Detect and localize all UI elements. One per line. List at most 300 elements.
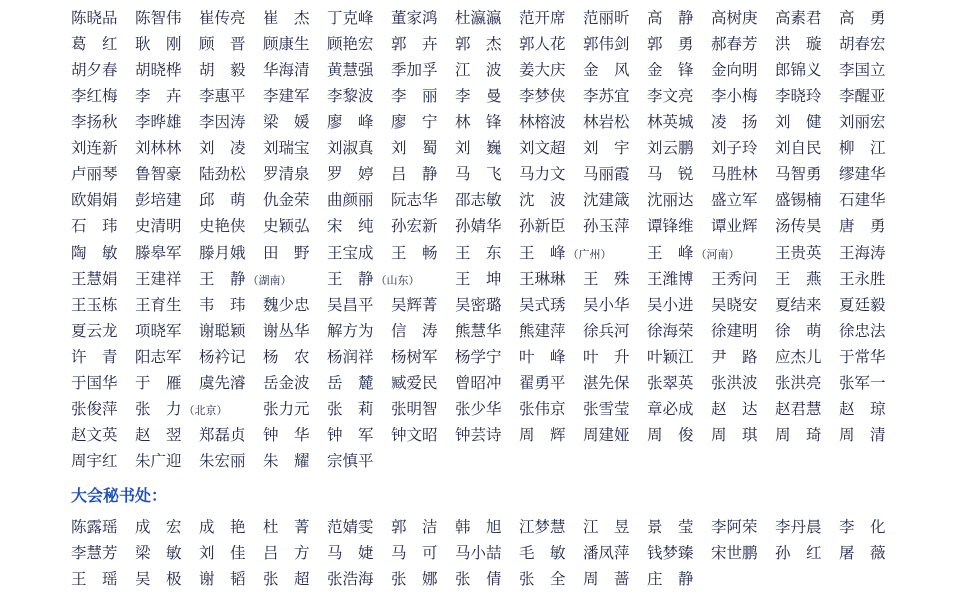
person-name <box>775 292 822 318</box>
person-name-text: 欧娟娟 <box>71 191 118 209</box>
person-name <box>135 292 182 318</box>
affiliation-note: （湖南） <box>247 274 292 287</box>
person-name-text: 李红梅 <box>71 87 118 105</box>
person-name <box>391 514 438 540</box>
person-name-text: 高 勇 <box>839 9 886 27</box>
person-name <box>519 240 612 268</box>
person-name <box>839 422 886 448</box>
person-name <box>135 370 182 396</box>
person-name-text: 郎锦义 <box>775 61 822 79</box>
person-name <box>647 31 694 57</box>
person-name <box>199 566 246 592</box>
person-name-text: 马 飞 <box>455 165 502 183</box>
person-name-text: 朱 耀 <box>263 452 310 470</box>
person-name <box>391 344 438 370</box>
person-name <box>455 540 502 566</box>
person-name <box>71 109 118 135</box>
affiliation-note: （广州） <box>567 248 612 261</box>
person-name <box>199 31 246 57</box>
person-name <box>711 5 758 31</box>
person-name <box>711 57 758 83</box>
person-name-text: 刘云鹏 <box>647 139 694 157</box>
person-name-text: 吴小进 <box>647 296 694 314</box>
person-name-text: 湛先保 <box>583 374 630 392</box>
person-name <box>583 344 630 370</box>
person-name <box>199 448 246 474</box>
person-name-text: 金向明 <box>711 61 758 79</box>
person-name <box>775 109 822 135</box>
person-name-text: 吴晓安 <box>711 296 758 314</box>
person-name-text: 陈晓品 <box>71 9 118 27</box>
person-name <box>391 540 438 566</box>
person-name <box>519 318 566 344</box>
name-row <box>71 83 901 109</box>
person-name <box>327 566 374 592</box>
person-name <box>711 161 758 187</box>
person-name-text: 江梦慧 <box>519 518 566 536</box>
person-name <box>199 57 246 83</box>
person-name-text: 王秀问 <box>711 270 758 288</box>
person-name-text: 熊慧华 <box>455 322 502 340</box>
person-name <box>583 292 630 318</box>
person-name-text: 刘 宇 <box>583 139 630 157</box>
person-name <box>647 109 694 135</box>
person-name <box>391 83 438 109</box>
name-row <box>71 566 901 592</box>
person-name <box>647 370 694 396</box>
person-name-text: 仇金荣 <box>263 191 310 209</box>
person-name-text: 郭 勇 <box>647 35 694 53</box>
person-name-text: 谢聪颖 <box>199 322 246 340</box>
person-name-text: 梁 敏 <box>135 544 182 562</box>
person-name-text: 洪 璇 <box>775 35 822 53</box>
person-name <box>71 566 118 592</box>
person-name-text: 陈露瑶 <box>71 518 118 536</box>
person-name <box>775 83 822 109</box>
person-name-text: 刘子玲 <box>711 139 758 157</box>
person-name <box>583 213 630 239</box>
person-name-text: 盛立军 <box>711 191 758 209</box>
person-name-text: 谢丛华 <box>263 322 310 340</box>
person-name <box>839 213 886 239</box>
person-name <box>263 292 310 318</box>
person-name <box>775 187 822 213</box>
person-name-text: 宗慎平 <box>327 452 374 470</box>
person-name <box>199 109 246 135</box>
person-name <box>135 422 182 448</box>
person-name-text: 孙婧华 <box>455 217 502 235</box>
person-name-text: 李 曼 <box>455 87 502 105</box>
person-name <box>775 5 822 31</box>
person-name-text: 沈丽达 <box>647 191 694 209</box>
person-name-text: 毛 敏 <box>519 544 566 562</box>
person-name-text: 杜 菁 <box>263 518 310 536</box>
person-name-text: 李晓玲 <box>775 87 822 105</box>
person-name-text: 成 宏 <box>135 518 182 536</box>
person-name-text: 徐兵河 <box>583 322 630 340</box>
person-name-text: 李梦侠 <box>519 87 566 105</box>
person-name <box>263 396 310 422</box>
person-name-text: 赵 达 <box>711 400 758 418</box>
person-name <box>647 57 694 83</box>
person-name <box>455 109 502 135</box>
person-name-text: 韦 玮 <box>199 296 246 314</box>
person-name-text: 周 琦 <box>775 426 822 444</box>
person-name-text: 阳志军 <box>135 348 182 366</box>
person-name-text: 陈智伟 <box>135 9 182 27</box>
person-name-text: 刘文超 <box>519 139 566 157</box>
person-name <box>839 57 886 83</box>
person-name <box>647 318 694 344</box>
person-name <box>775 266 822 292</box>
person-name-text: 张 全 <box>519 570 566 588</box>
person-name <box>263 540 310 566</box>
person-name-text: 屠 薇 <box>839 544 886 562</box>
person-name <box>711 540 758 566</box>
person-name <box>391 396 438 422</box>
person-name <box>519 135 566 161</box>
person-name <box>71 318 118 344</box>
person-name-text: 王潍博 <box>647 270 694 288</box>
person-name-text: 钟 华 <box>263 426 310 444</box>
person-name-text: 王 峰 <box>647 244 694 262</box>
person-name <box>647 514 694 540</box>
person-name-text: 马胜林 <box>711 165 758 183</box>
person-name <box>327 187 374 213</box>
person-name-text: 林岩松 <box>583 113 630 131</box>
person-name-text: 成 艳 <box>199 518 246 536</box>
person-name-text: 岳金波 <box>263 374 310 392</box>
person-name-text: 郝春芳 <box>711 35 758 53</box>
person-name-text: 张少华 <box>455 400 502 418</box>
person-name-text: 林英城 <box>647 113 694 131</box>
person-name-text: 刘 凌 <box>199 139 246 157</box>
person-name-text: 崔 杰 <box>263 9 310 27</box>
person-name-text: 王慧娟 <box>71 270 118 288</box>
person-name-text: 王 殊 <box>583 270 630 288</box>
person-name-text: 王 东 <box>455 244 502 262</box>
person-name <box>135 344 182 370</box>
name-row <box>71 448 901 474</box>
person-name-text: 石建华 <box>839 191 886 209</box>
person-name <box>263 318 310 344</box>
person-name <box>583 5 630 31</box>
person-name-text: 夏结来 <box>775 296 822 314</box>
person-name-text: 周 清 <box>839 426 886 444</box>
person-name-text: 钟芸诗 <box>455 426 502 444</box>
person-name-text: 翟勇平 <box>519 374 566 392</box>
person-name-text: 范婧雯 <box>327 518 374 536</box>
person-name <box>263 344 310 370</box>
person-name <box>391 109 438 135</box>
person-name <box>775 213 822 239</box>
person-name-text: 张军一 <box>839 374 886 392</box>
person-name-text: 李醒亚 <box>839 87 886 105</box>
person-name <box>135 83 182 109</box>
name-row <box>71 135 901 161</box>
person-name <box>327 31 374 57</box>
person-name-text: 刘 佳 <box>199 544 246 562</box>
person-name <box>327 213 374 239</box>
person-name-text: 高树庚 <box>711 9 758 27</box>
person-name-text: 杜瀛瀛 <box>455 9 502 27</box>
person-name-text: 张洪波 <box>711 374 758 392</box>
person-name <box>199 135 246 161</box>
person-name <box>327 344 374 370</box>
person-name-text: 马 锐 <box>647 165 694 183</box>
name-row <box>71 161 901 187</box>
person-name-text: 马小喆 <box>455 544 502 562</box>
person-name <box>71 57 118 83</box>
person-name <box>135 448 182 474</box>
person-name <box>263 31 310 57</box>
person-name-text: 刘瑞宝 <box>263 139 310 157</box>
person-name-text: 耿 刚 <box>135 35 182 53</box>
person-name-text: 李苏宜 <box>583 87 630 105</box>
person-name <box>519 540 566 566</box>
person-name-text: 顾 晋 <box>199 35 246 53</box>
person-name-text: 李国立 <box>839 61 886 79</box>
person-name <box>519 292 566 318</box>
person-name <box>647 161 694 187</box>
person-name <box>711 292 758 318</box>
person-name-text: 钟 军 <box>327 426 374 444</box>
person-name-text: 范丽昕 <box>583 9 630 27</box>
person-name-text: 张浩海 <box>327 570 374 588</box>
person-name-text: 王永胜 <box>839 270 886 288</box>
person-name-text: 田 野 <box>263 244 310 262</box>
person-name <box>135 318 182 344</box>
person-name <box>199 292 246 318</box>
affiliation-note: （北京） <box>183 404 228 417</box>
person-name <box>775 370 822 396</box>
affiliation-note: （山东） <box>375 274 420 287</box>
person-name-text: 岳 麓 <box>327 374 374 392</box>
person-name-text: 徐海荣 <box>647 322 694 340</box>
person-name-text: 吕 静 <box>391 165 438 183</box>
person-name-text: 信 涛 <box>391 322 438 340</box>
name-row <box>71 5 901 31</box>
person-name <box>711 213 758 239</box>
person-name <box>391 213 438 239</box>
person-name <box>327 109 374 135</box>
person-name <box>455 514 502 540</box>
person-name <box>199 213 246 239</box>
person-name-text: 江 波 <box>455 61 502 79</box>
person-name <box>775 344 822 370</box>
person-name <box>455 135 502 161</box>
person-name-text: 滕皋军 <box>135 244 182 262</box>
person-name-text: 张翠英 <box>647 374 694 392</box>
person-name <box>839 31 886 57</box>
person-name-text: 卢丽琴 <box>71 165 118 183</box>
person-name-text: 梁 媛 <box>263 113 310 131</box>
person-name-text: 马力文 <box>519 165 566 183</box>
person-name <box>135 135 182 161</box>
person-name-text: 廖 宁 <box>391 113 438 131</box>
person-name <box>263 422 310 448</box>
person-name <box>647 5 694 31</box>
person-name <box>455 240 502 266</box>
person-name <box>711 31 758 57</box>
person-name <box>391 422 438 448</box>
person-name-text: 李 丽 <box>391 87 438 105</box>
person-name <box>199 422 246 448</box>
person-name <box>199 187 246 213</box>
person-name-text: 章必成 <box>647 400 694 418</box>
person-name <box>327 540 374 566</box>
person-name <box>263 448 310 474</box>
person-name-text: 王育生 <box>135 296 182 314</box>
person-name-text: 谭业辉 <box>711 217 758 235</box>
person-name-text: 王贵英 <box>775 244 822 262</box>
person-name <box>455 370 502 396</box>
person-name-text: 丁克峰 <box>327 9 374 27</box>
person-name <box>327 422 374 448</box>
person-name-text: 赵 翌 <box>135 426 182 444</box>
person-name <box>391 161 438 187</box>
person-name <box>455 422 502 448</box>
person-name-text: 李 卉 <box>135 87 182 105</box>
person-name <box>263 109 310 135</box>
person-name-text: 邱 萌 <box>199 191 246 209</box>
name-row <box>71 109 901 135</box>
person-name-text: 葛 红 <box>71 35 118 53</box>
person-name-text: 周建娅 <box>583 426 630 444</box>
person-name-text: 张明智 <box>391 400 438 418</box>
person-name <box>711 135 758 161</box>
person-name-text: 史颖弘 <box>263 217 310 235</box>
person-name <box>775 396 822 422</box>
person-name <box>775 161 822 187</box>
person-name <box>839 292 886 318</box>
person-name-text: 杨 农 <box>263 348 310 366</box>
person-name <box>519 396 566 422</box>
person-name <box>327 5 374 31</box>
person-name-text: 钟文昭 <box>391 426 438 444</box>
person-name-text: 张 倩 <box>455 570 502 588</box>
person-name <box>647 135 694 161</box>
person-name <box>71 540 118 566</box>
person-name-text: 叶 升 <box>583 348 630 366</box>
person-name <box>391 187 438 213</box>
person-name <box>199 514 246 540</box>
person-name-text: 李因涛 <box>199 113 246 131</box>
person-name-text: 张洪亮 <box>775 374 822 392</box>
person-name <box>135 31 182 57</box>
person-name-text: 刘自民 <box>775 139 822 157</box>
person-name <box>135 396 228 424</box>
person-name <box>839 514 886 540</box>
person-name-text: 刘 健 <box>775 113 822 131</box>
person-name-text: 李文亮 <box>647 87 694 105</box>
person-name-text: 张力元 <box>263 400 310 418</box>
person-name-text: 唐 勇 <box>839 217 886 235</box>
person-name-text: 李黎波 <box>327 87 374 105</box>
person-name <box>519 187 566 213</box>
person-name <box>711 396 758 422</box>
person-name-text: 吴密璐 <box>455 296 502 314</box>
person-name-text: 马 婕 <box>327 544 374 562</box>
person-name-text: 顾康生 <box>263 35 310 53</box>
person-name-text: 李建军 <box>263 87 310 105</box>
person-name-text: 王 峰 <box>519 244 566 262</box>
person-name <box>711 266 758 292</box>
person-name-text: 周 辉 <box>519 426 566 444</box>
affiliation-note: （河南） <box>695 248 740 261</box>
person-name <box>327 83 374 109</box>
person-name <box>327 370 374 396</box>
person-name-text: 林榕波 <box>519 113 566 131</box>
person-name <box>647 213 694 239</box>
person-name <box>327 135 374 161</box>
person-name <box>519 213 566 239</box>
person-name-text: 马 可 <box>391 544 438 562</box>
name-row <box>71 31 901 57</box>
person-name-text: 李晔雄 <box>135 113 182 131</box>
person-name-text: 刘 蜀 <box>391 139 438 157</box>
person-name-text: 季加孚 <box>391 61 438 79</box>
person-name-text: 郭人花 <box>519 35 566 53</box>
person-name <box>839 318 886 344</box>
person-name <box>519 57 566 83</box>
person-name <box>71 213 118 239</box>
person-name-text: 魏少忠 <box>263 296 310 314</box>
person-name <box>455 292 502 318</box>
person-name-text: 张 超 <box>263 570 310 588</box>
name-row <box>71 57 901 83</box>
person-name-text: 阮志华 <box>391 191 438 209</box>
person-name-text: 宋 纯 <box>327 217 374 235</box>
person-name-text: 张 莉 <box>327 400 374 418</box>
person-name-text: 刘丽宏 <box>839 113 886 131</box>
person-name-text: 曲颜丽 <box>327 191 374 209</box>
person-name-text: 吴辉菁 <box>391 296 438 314</box>
person-name-text: 孙 红 <box>775 544 822 562</box>
person-name <box>263 187 310 213</box>
person-name <box>775 135 822 161</box>
person-name <box>519 514 566 540</box>
person-name <box>135 5 182 31</box>
person-name <box>647 240 740 268</box>
person-name <box>455 213 502 239</box>
person-name <box>711 370 758 396</box>
person-name <box>391 135 438 161</box>
person-name-text: 徐忠法 <box>839 322 886 340</box>
person-name <box>839 83 886 109</box>
person-name-text: 马丽霞 <box>583 165 630 183</box>
person-name-text: 黄慧强 <box>327 61 374 79</box>
person-name <box>135 109 182 135</box>
person-name <box>647 540 694 566</box>
person-name <box>647 83 694 109</box>
person-name-text: 史清明 <box>135 217 182 235</box>
person-name-text: 王 燕 <box>775 270 822 288</box>
person-name <box>839 370 886 396</box>
person-name <box>583 566 630 592</box>
person-name <box>455 566 502 592</box>
person-name <box>71 187 118 213</box>
person-name <box>775 540 822 566</box>
person-name-text: 解方为 <box>327 322 374 340</box>
person-name <box>71 83 118 109</box>
person-name <box>455 318 502 344</box>
person-name-text: 金 锋 <box>647 61 694 79</box>
person-name <box>839 540 886 566</box>
person-name-text: 王宝成 <box>327 244 374 262</box>
person-name <box>263 135 310 161</box>
person-name <box>71 448 118 474</box>
